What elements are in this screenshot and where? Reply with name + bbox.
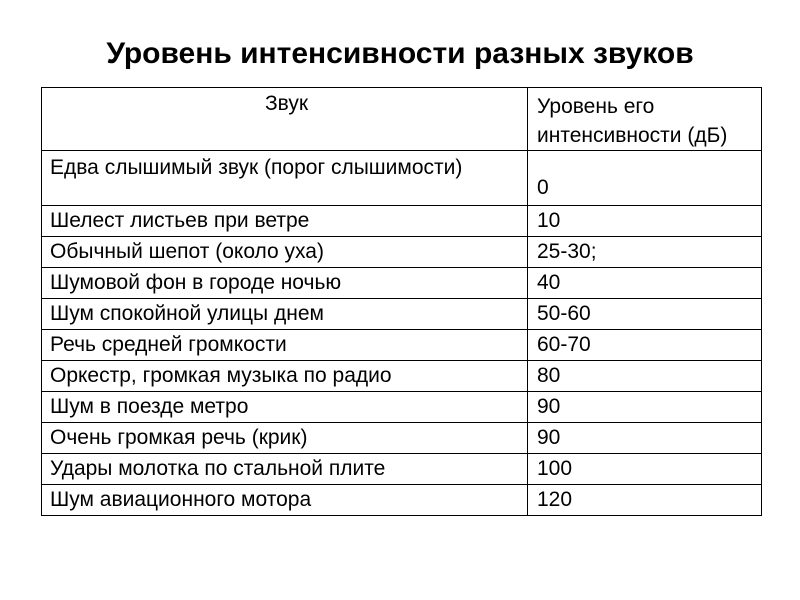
table-row bbox=[42, 361, 762, 392]
sound-cell: Шелест листьев при ветре bbox=[42, 206, 528, 237]
table-row bbox=[42, 268, 762, 299]
sound-cell: Очень громкая речь (крик) bbox=[42, 423, 528, 454]
table-row bbox=[42, 454, 762, 485]
page-title: Уровень интенсивности разных звуков bbox=[106, 37, 694, 70]
table-row bbox=[42, 299, 762, 330]
sound-cell: Шум спокойной улицы днем bbox=[42, 299, 528, 330]
sound-cell: Оркестр, громкая музыка по радио bbox=[42, 361, 528, 392]
level-cell: 90 bbox=[528, 392, 762, 423]
table-row bbox=[42, 423, 762, 454]
level-cell: 60-70 bbox=[528, 330, 762, 361]
table-row bbox=[42, 330, 762, 361]
table-row bbox=[42, 485, 762, 516]
table-row bbox=[42, 206, 762, 237]
level-cell: 120 bbox=[528, 485, 762, 516]
level-cell: 90 bbox=[528, 423, 762, 454]
sound-cell: Речь средней громкости bbox=[42, 330, 528, 361]
level-cell: 50-60 bbox=[528, 299, 762, 330]
table-row bbox=[42, 151, 762, 206]
level-cell: 40 bbox=[528, 268, 762, 299]
sound-intensity-table bbox=[41, 87, 762, 516]
column-header-sound: Звук bbox=[42, 88, 528, 151]
level-cell: 100 bbox=[528, 454, 762, 485]
column-header-level: Уровень его интенсивности (дБ) bbox=[528, 88, 762, 151]
sound-cell: Шум авиационного мотора bbox=[42, 485, 528, 516]
sound-cell: Удары молотка по стальной плите bbox=[42, 454, 528, 485]
level-cell: 80 bbox=[528, 361, 762, 392]
sound-cell: Обычный шепот (около уха) bbox=[42, 237, 528, 268]
level-cell: 0 bbox=[528, 151, 762, 206]
sound-cell: Шумовой фон в городе ночью bbox=[42, 268, 528, 299]
level-cell: 10 bbox=[528, 206, 762, 237]
sound-cell: Едва слышимый звук (порог слышимости) bbox=[42, 151, 528, 206]
level-cell: 25-30; bbox=[528, 237, 762, 268]
table-row bbox=[42, 392, 762, 423]
table-header-row bbox=[42, 88, 762, 151]
sound-cell: Шум в поезде метро bbox=[42, 392, 528, 423]
table-row bbox=[42, 237, 762, 268]
